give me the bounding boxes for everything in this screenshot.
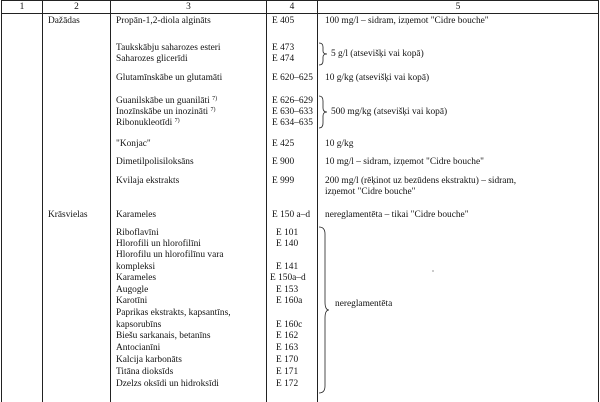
color-code: E 171 (276, 367, 299, 377)
footnote-mark: 7) (210, 107, 216, 113)
color-code: E 141 (276, 262, 299, 272)
group-label-krasvielas: Krāsvielas (48, 210, 88, 220)
brace-bracket (318, 226, 330, 394)
brace-bracket (318, 42, 328, 66)
additive-code: E 634–635 (272, 118, 313, 128)
color-name: Biešu sarkanais, betanīns (116, 331, 211, 341)
additive-code: E 150 a–d (272, 210, 311, 220)
additive-code: E 473 (272, 43, 295, 53)
additive-name: Taukskābju saharozes esteri (116, 43, 221, 53)
col-line-0 (1, 0, 2, 402)
additive-limit: 10 g/kg (325, 139, 354, 149)
color-name: Karotīni (116, 296, 148, 306)
additive-limit: 200 mg/l (rēķinot uz bezūdens ekstraktu) – sidram, (325, 176, 517, 186)
header-col-3: 3 (186, 2, 191, 12)
additive-code: E 620–625 (272, 73, 313, 83)
col-line-5 (598, 0, 599, 402)
additive-name: Kvilaja ekstrakts (116, 176, 180, 186)
color-name: Antocianīni (116, 343, 161, 353)
additive-code: E 999 (272, 176, 295, 186)
additive-name: "Konjac" (116, 139, 151, 149)
additive-limit: 100 mg/l – sidram, izņemot "Cidre bouche" (325, 16, 489, 26)
additive-name: Propān-1,2-diola algināts (116, 16, 211, 26)
footnote-mark: 7) (174, 118, 180, 124)
colors-limit: nereglamentēta (335, 299, 393, 309)
color-name: Hlorofili un hlorofilīni (116, 239, 201, 249)
additive-code: E 425 (272, 139, 295, 149)
additive-limit: izņemot "Cidre bouche" (325, 187, 416, 197)
additive-code: E 405 (272, 16, 295, 26)
additive-limit: 10 mg/l – sidram, izņemot "Cidre bouche" (325, 157, 484, 167)
additive-limit: 5 g/l (atsevišķi vai kopā) (331, 49, 424, 59)
additive-name: Saharozes glicerīdi (116, 54, 188, 64)
group-label-dazadas: Dažādas (48, 16, 80, 26)
header-col-2: 2 (74, 2, 79, 12)
color-name: Paprikas ekstrakts, kapsantīns, (116, 308, 231, 318)
color-code: E 163 (276, 343, 299, 353)
color-name: Titāna dioksīds (116, 367, 174, 377)
additive-name (116, 107, 216, 118)
additive-name-text: Ribonukleotīdi (116, 118, 173, 128)
color-name: Riboflavīni (116, 228, 159, 238)
header-col-4: 4 (289, 2, 295, 12)
additive-name-text: Inozīnskābe un inozināti (116, 107, 209, 117)
color-name: Karameles (116, 273, 157, 283)
color-code: E 101 (276, 228, 299, 238)
header-divider (1, 13, 599, 14)
color-code: E 170 (276, 355, 299, 365)
col-line-3 (266, 0, 267, 402)
footnote-mark: 7) (212, 96, 218, 102)
color-code: E 162 (276, 331, 299, 341)
additive-limit: nereglamentēta – tikai "Cidre bouche" (325, 210, 469, 220)
color-code: E 150a–d (270, 273, 306, 283)
col-line-2 (110, 0, 111, 402)
color-name: Hlorofilu un hlorofilīnu vara (116, 250, 224, 260)
color-name: Augogle (116, 285, 149, 295)
additive-name-text: Guanilskābe un guanilāti (116, 96, 210, 106)
color-name: Dzelzs oksīdi un hidroksīdi (116, 379, 219, 389)
color-code: E 172 (276, 379, 299, 389)
color-name: Kalcija karbonāts (116, 355, 182, 365)
color-code: E 160c (276, 320, 303, 330)
additive-name: Dimetilpolisiloksāns (116, 157, 194, 167)
header-col-1: 1 (19, 2, 25, 12)
additive-limit: 500 mg/kg (atsevišķi vai kopā) (331, 107, 448, 117)
additive-name (116, 96, 217, 107)
header-col-5: 5 (455, 2, 461, 12)
color-code: E 160a (276, 296, 303, 306)
additive-name: Glutamīnskābe un glutamāti (116, 73, 223, 83)
additive-code: E 900 (272, 157, 295, 167)
color-code: E 153 (276, 285, 299, 295)
color-name: kapsorubīns (116, 320, 162, 330)
additive-code: E 630–633 (272, 107, 313, 117)
additive-code: E 474 (272, 54, 295, 64)
color-name: kompleksi (116, 262, 156, 272)
scan-speck (432, 270, 434, 272)
col-line-1 (42, 0, 43, 402)
table-border-top (1, 0, 599, 1)
additive-code: E 626–629 (272, 96, 313, 106)
additive-limit: 10 g/kg (atsevišķi vai kopā) (325, 73, 430, 83)
additive-name (116, 118, 180, 129)
additive-name: Karameles (116, 210, 157, 220)
color-code: E 140 (276, 239, 299, 249)
brace-bracket (318, 95, 328, 129)
